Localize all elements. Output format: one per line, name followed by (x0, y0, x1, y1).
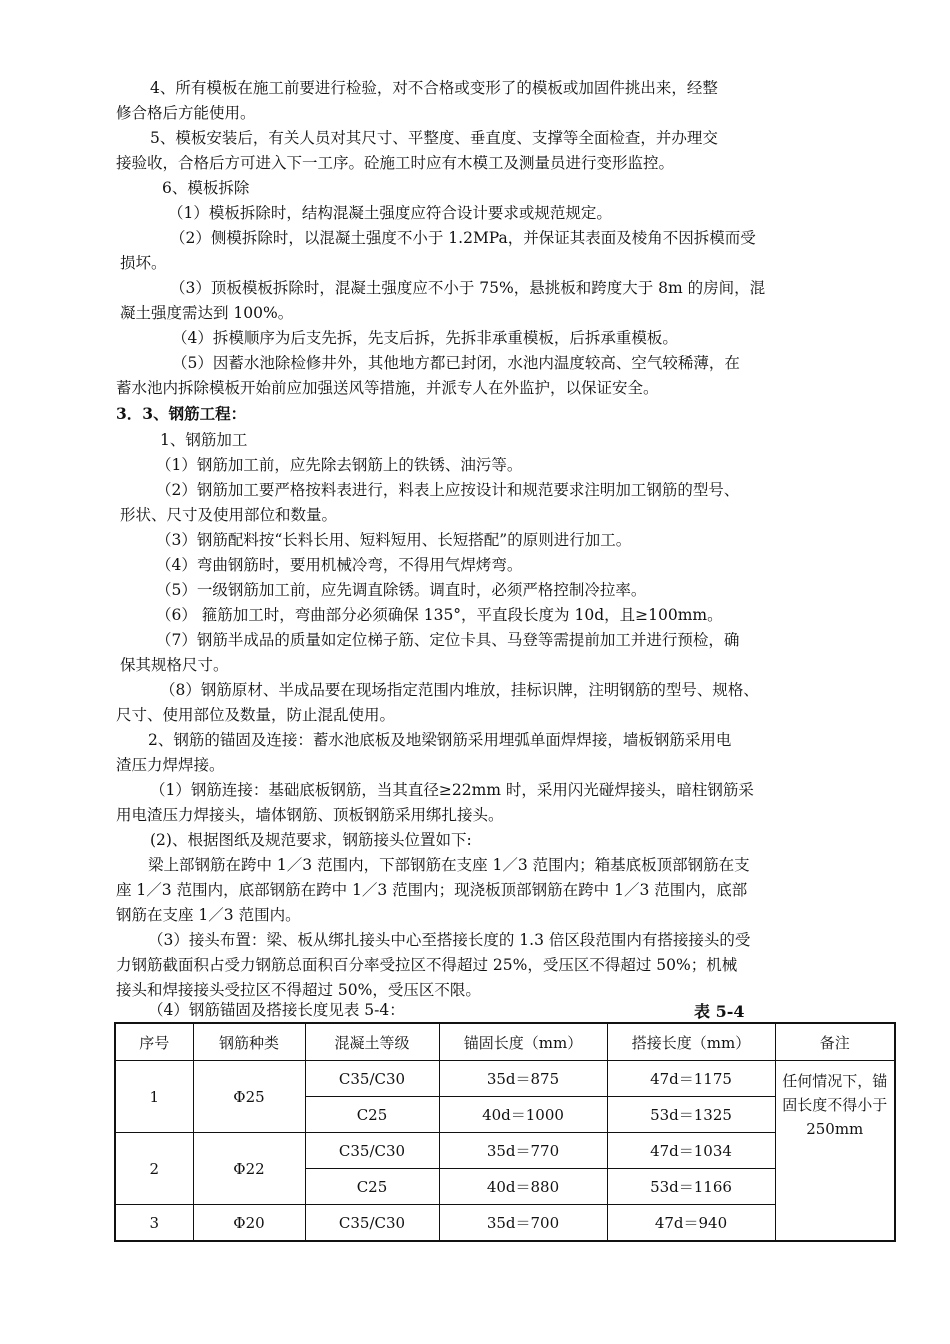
header-cell: 搭接长度（mm） (607, 1023, 775, 1061)
paragraph-line: 力钢筋截面积占受力钢筋总面积百分率受拉区不得超过 25%，受压区不得超过 50%；机械 (116, 956, 738, 974)
paragraph-line: （6） 箍筋加工时，弯曲部分必须确保 135°，平直段长度为 10d，且≥100mm。 (156, 606, 723, 624)
remarks-cell (775, 1061, 895, 1242)
header-cell: 锚固长度（mm） (439, 1023, 607, 1061)
paragraph-line: 用电渣压力焊接头，墙体钢筋、顶板钢筋采用绑扎接头。 (116, 806, 504, 824)
concrete-grade-cell: C35/C30 (305, 1061, 439, 1097)
paragraph-line: （4）拆模顺序为后支先拆，先支后拆，先拆非承重模板，后拆承重模板。 (172, 329, 678, 347)
anchor-length-cell: 35d＝875 (439, 1061, 607, 1097)
anchor-length-cell: 40d＝1000 (439, 1097, 607, 1133)
lap-length-cell: 53d＝1325 (607, 1097, 775, 1133)
paragraph-line: 蓄水池内拆除模板开始前应加强送风等措施，并派专人在外监护，以保证安全。 (116, 379, 659, 397)
paragraph-line: 凝土强度需达到 100%。 (120, 304, 294, 322)
anchor-length-cell: 35d＝700 (439, 1205, 607, 1242)
paragraph-line: （5）一级钢筋加工前，应先调直除锈。调直时，必须严格控制冷拉率。 (156, 581, 647, 599)
paragraph-line: （2）侧模拆除时，以混凝土强度不小于 1.2MPa，并保证其表面及棱角不因拆模而受 (170, 229, 756, 247)
concrete-grade-cell: C25 (305, 1097, 439, 1133)
anchor-length-cell: 35d＝770 (439, 1133, 607, 1169)
table-row (115, 1061, 895, 1097)
paragraph-line: （8）钢筋原材、半成品要在现场指定范围内堆放，挂标识牌，注明钢筋的型号、规格、 (160, 681, 759, 699)
paragraph-line: （2）钢筋加工要严格按料表进行，料表上应按设计和规范要求注明加工钢筋的型号、 (156, 481, 740, 499)
paragraph-line: （7）钢筋半成品的质量如定位梯子筋、定位卡具、马登等需提前加工并进行预检，确 (156, 631, 740, 649)
table-header-row (115, 1023, 895, 1061)
paragraph-line: 4、所有模板在施工前要进行检验，对不合格或变形了的模板或加固件挑出来，经整 (150, 79, 718, 97)
paragraph-line: 渣压力焊焊接。 (116, 756, 225, 774)
paragraph-line: 损坏。 (120, 254, 167, 272)
rebar-type-cell: Φ25 (193, 1061, 305, 1133)
paragraph-line: 修合格后方能使用。 (116, 104, 256, 122)
paragraph-line: 座 1／3 范围内，底部钢筋在跨中 1／3 范围内；现浇板顶部钢筋在跨中 1／3 范围内，底部 (116, 881, 748, 899)
table-caption: 表 5-4 (694, 1002, 745, 1021)
paragraph-line: （5）因蓄水池除检修井外，其他地方都已封闭，水池内温度较高、空气较稀薄，在 (172, 354, 740, 372)
anchor-length-cell: 40d＝880 (439, 1169, 607, 1205)
lap-length-cell: 47d＝1175 (607, 1061, 775, 1097)
paragraph-line: 形状、尺寸及使用部位和数量。 (120, 506, 338, 524)
anchorage-table (114, 1022, 896, 1242)
lap-length-cell: 53d＝1166 (607, 1169, 775, 1205)
paragraph-line: （3）接头布置：梁、板从绑扎接头中心至搭接长度的 1.3 倍区段范围内有搭接接头的受 (148, 931, 751, 949)
header-cell: 备注 (775, 1023, 895, 1061)
paragraph-line: 接头和焊接接头受拉区不得超过 50%，受压区不限。 (116, 981, 481, 999)
header-cell: 混凝土等级 (305, 1023, 439, 1061)
serial-number-cell: 2 (115, 1133, 193, 1205)
paragraph-line: 保其规格尺寸。 (120, 656, 229, 674)
paragraph-line: （3）顶板模板拆除时，混凝土强度应不小于 75%，悬挑板和跨度大于 8m 的房间，混 (170, 279, 766, 297)
paragraph-line: 接验收，合格后方可进入下一工序。砼施工时应有木模工及测量员进行变形监控。 (116, 154, 675, 172)
header-cell: 钢筋种类 (193, 1023, 305, 1061)
rebar-type-cell: Φ20 (193, 1205, 305, 1242)
serial-number-cell: 3 (115, 1205, 193, 1242)
concrete-grade-cell: C35/C30 (305, 1205, 439, 1242)
lap-length-cell: 47d＝940 (607, 1205, 775, 1242)
remarks-text: 任何情况下，锚固长度不得小于250mm (782, 1072, 888, 1138)
paragraph-line: 尺寸、使用部位及数量，防止混乱使用。 (116, 706, 396, 724)
section-heading: 3．3、钢筋工程： (116, 404, 247, 423)
concrete-grade-cell: C35/C30 (305, 1133, 439, 1169)
rebar-type-cell: Φ22 (193, 1133, 305, 1205)
paragraph-line: （1）钢筋加工前，应先除去钢筋上的铁锈、油污等。 (156, 456, 523, 474)
paragraph-line: （1）钢筋连接：基础底板钢筋，当其直径≥22mm 时，采用闪光碰焊接头，暗柱钢筋采 (150, 781, 754, 799)
header-cell: 序号 (115, 1023, 193, 1061)
paragraph-line: 钢筋在支座 1／3 范围内。 (116, 906, 301, 924)
serial-number-cell: 1 (115, 1061, 193, 1133)
paragraph-line: （4）弯曲钢筋时，要用机械冷弯，不得用气焊烤弯。 (156, 556, 523, 574)
paragraph-line: （4）钢筋锚固及搭接长度见表 5-4： (148, 1001, 405, 1019)
section-heading: 6、模板拆除 (162, 179, 250, 197)
concrete-grade-cell: C25 (305, 1169, 439, 1205)
paragraph-line: (2)、根据图纸及规范要求，钢筋接头位置如下: (150, 831, 472, 849)
section-heading: 2、钢筋的锚固及连接：蓄水池底板及地梁钢筋采用埋弧单面焊焊接，墙板钢筋采用电 (148, 731, 732, 749)
lap-length-cell: 47d＝1034 (607, 1133, 775, 1169)
paragraph-line: （1）模板拆除时，结构混凝土强度应符合设计要求或规范规定。 (168, 204, 612, 222)
section-heading: 1、钢筋加工 (160, 431, 248, 449)
paragraph-line: （3）钢筋配料按“长料长用、短料短用、长短搭配”的原则进行加工。 (156, 531, 632, 549)
paragraph-line: 梁上部钢筋在跨中 1／3 范围内，下部钢筋在支座 1／3 范围内；箱基底板顶部钢筋在支 (148, 856, 750, 874)
paragraph-line: 5、模板安装后，有关人员对其尺寸、平整度、垂直度、支撑等全面检查，并办理交 (150, 129, 718, 147)
